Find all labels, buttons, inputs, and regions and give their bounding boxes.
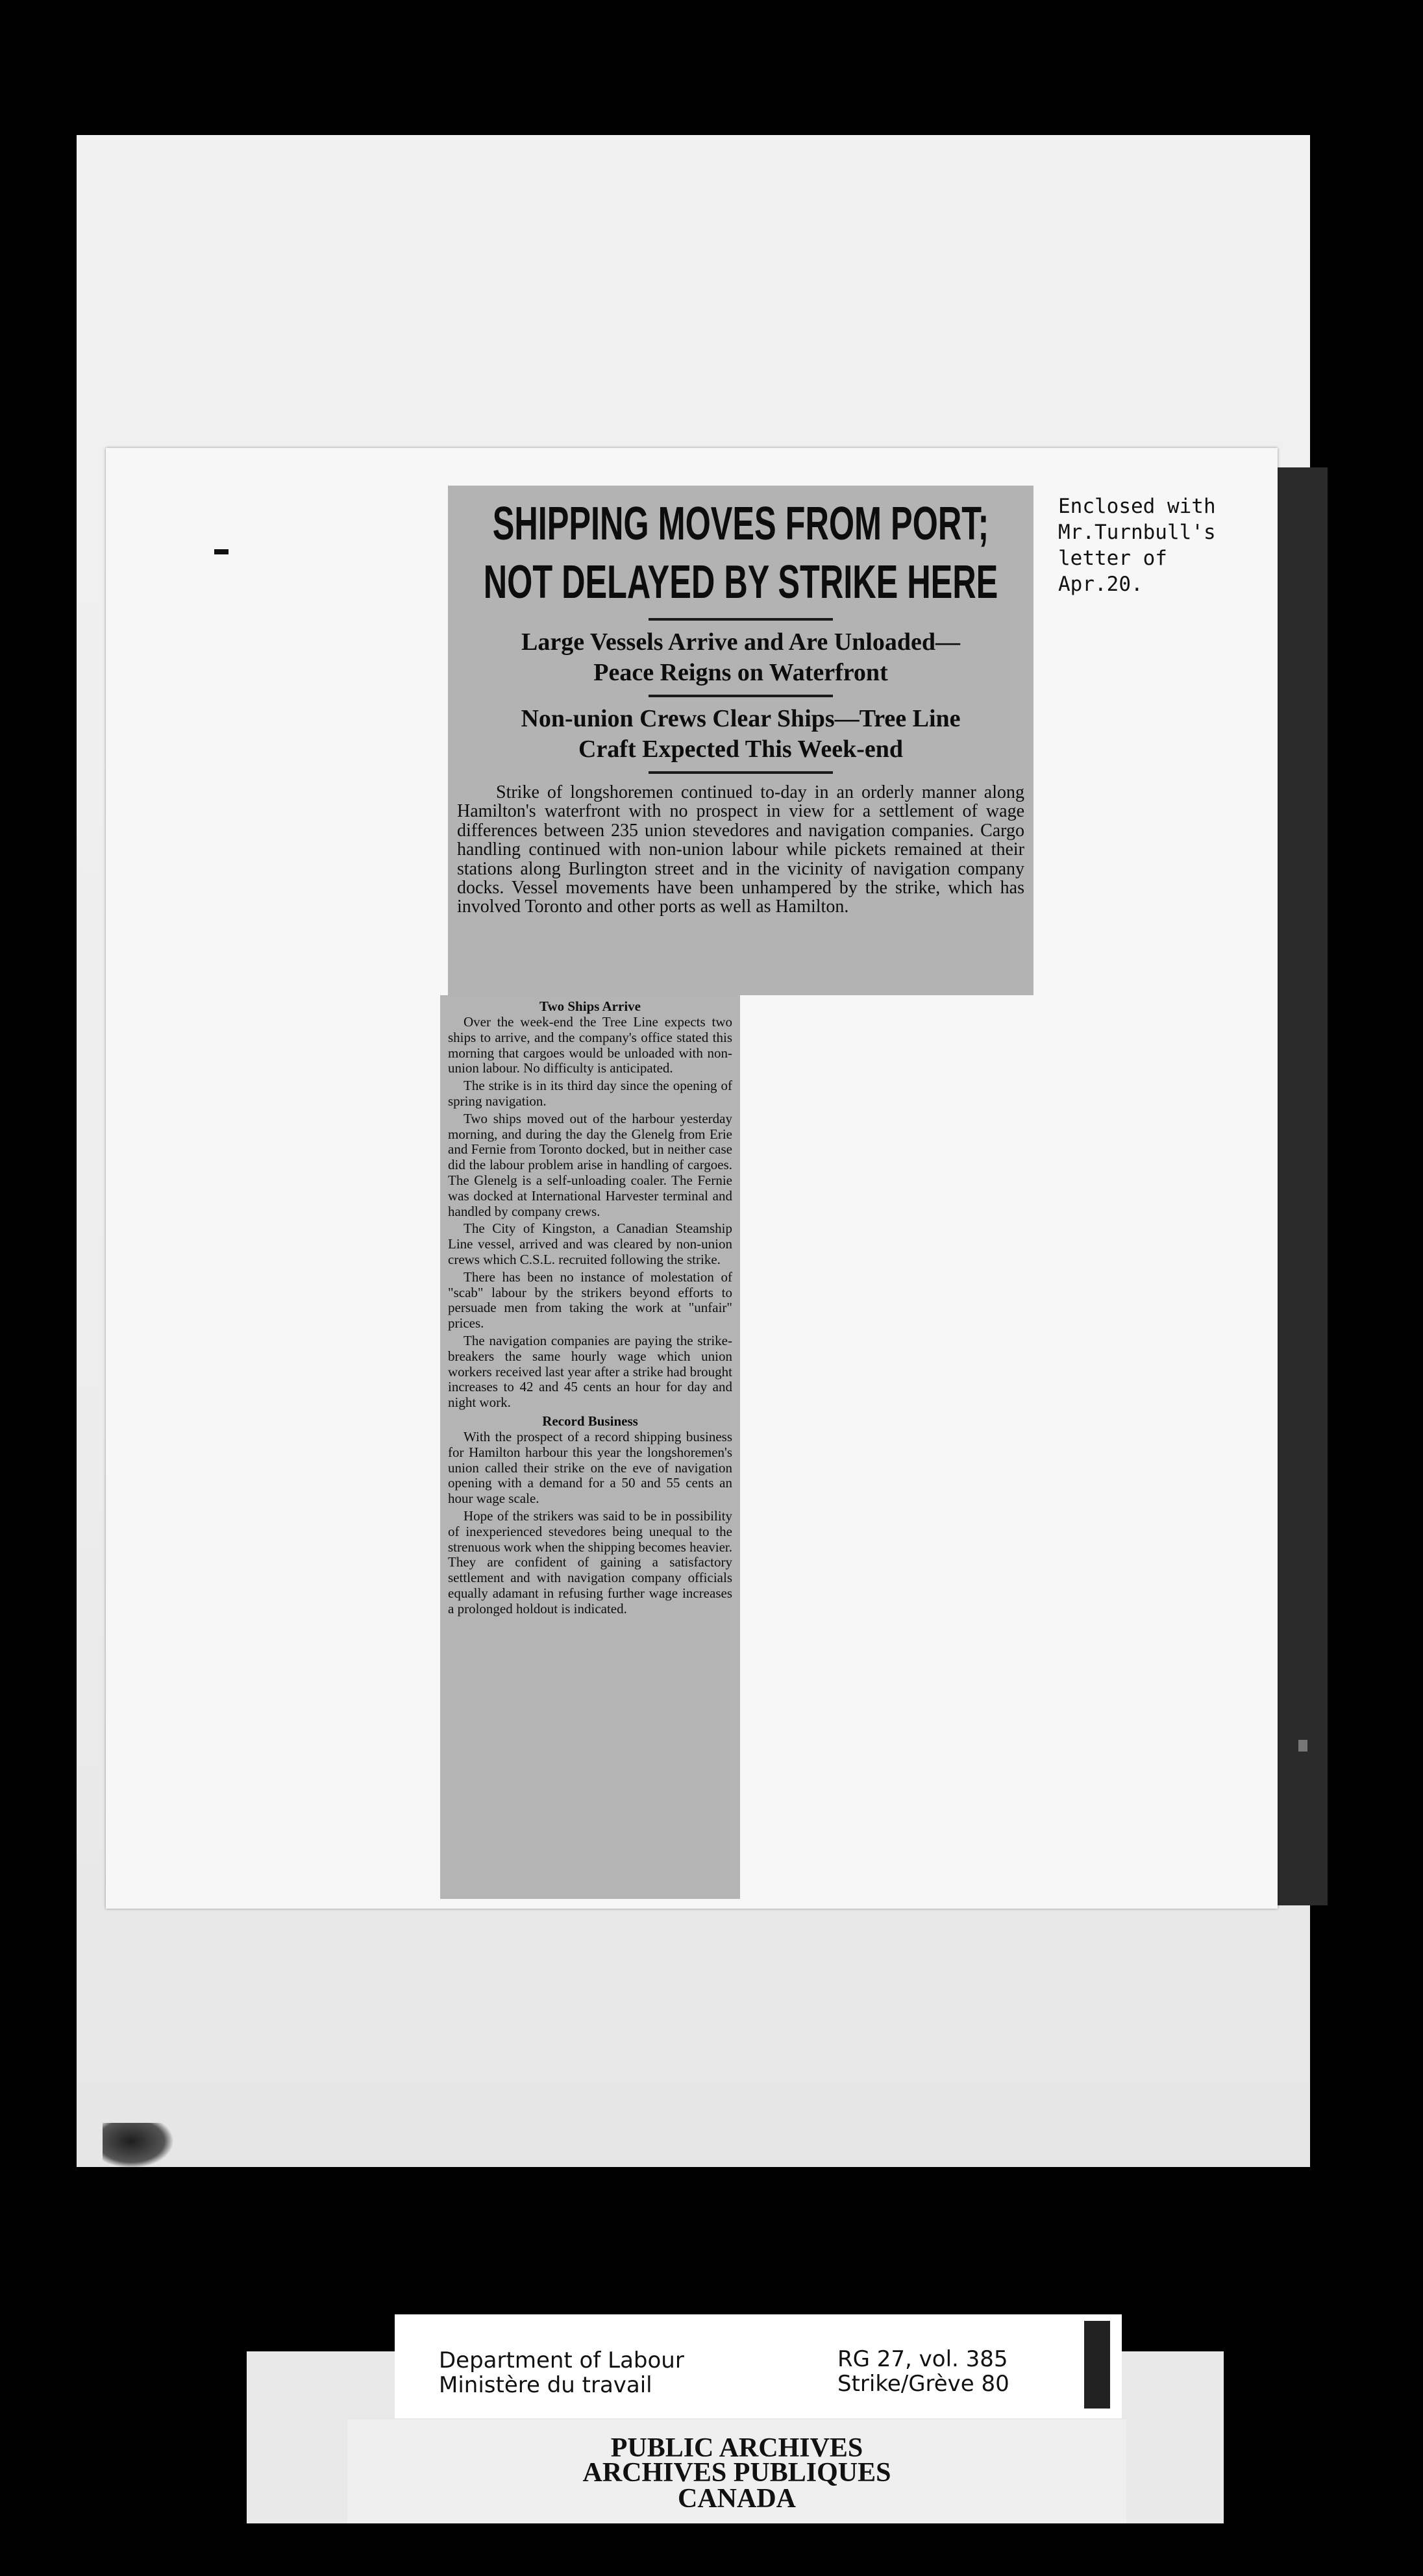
subhead: Record Business <box>542 1413 638 1429</box>
divider-rule <box>649 695 833 697</box>
note-line: Apr.20. <box>1058 573 1143 596</box>
note-line: Mr.Turnbull's <box>1058 521 1216 544</box>
page-corner-curl <box>103 2123 174 2168</box>
archive-stamp-line: CANADA <box>678 2484 796 2514</box>
lead-paragraph: Strike of longshoremen continued to-day in an orderly manner along Hamilton's waterfront with no prospect in view for a settlement of wage differences between 235 union stevedores and navigation companies. Cargo handling continued with non-union labour while pickets remained at their stations along Burlington street and in the vicinity of navigation company docks. Vessel movements have been unhampered by the strike, which has involved Toronto and other ports as well as Hamilton. <box>457 782 1024 917</box>
article-paragraph: The City of Kingston, a Canadian Steamship Line vessel, arrived and was cleared by non-union crews which C.S.L. recruited following the strike. <box>448 1220 732 1267</box>
deck-line: Peace Reigns on Waterfront <box>593 659 888 686</box>
department-en: Department of Labour <box>439 2347 684 2373</box>
article-paragraph: The strike is in its third day since the opening of spring navigation. <box>448 1078 732 1109</box>
article-paragraph: Hope of the strikers was said to be in possibility of inexperienced stevedores being unequal to the strenuous work when the shipping becomes heavier. They are confident of gaining a satisfactory settlement and with navigation company officials equally adamant in refusing further wage increases a prolonged holdout is indicated. <box>448 1507 732 1616</box>
clipping-column <box>440 995 740 1899</box>
article-paragraph: There has been no instance of molestation of "scab" labour by the strikers beyond efforts to persuade men from taking the work at "unfair" prices. <box>448 1269 732 1331</box>
archive-stamp-line: PUBLIC ARCHIVES <box>610 2433 863 2463</box>
department-fr: Ministère du travail <box>439 2372 652 2398</box>
article-paragraph: With the prospect of a record shipping business for Hamilton harbour this year the longshoremen's union called their strike on the eve of navigation opening with a demand for a 50 and 55 cents an hour wage scale. <box>448 1428 732 1507</box>
subhead: Two Ships Arrive <box>539 998 641 1014</box>
note-line: Enclosed with <box>1058 495 1216 518</box>
deck-line: Non-union Crews Clear Ships—Tree Line <box>521 705 961 732</box>
article-paragraph: Over the week-end the Tree Line expects two ships to arrive, and the company's office stated this morning that cargoes would be unloaded with non-union labour. No difficulty is anticipated. <box>448 1014 732 1076</box>
pencil-mark <box>1298 1740 1307 1752</box>
deck-line: Craft Expected This Week-end <box>578 736 903 763</box>
pencil-mark <box>214 549 229 554</box>
record-group-ref: RG 27, vol. 385 <box>837 2346 1008 2372</box>
note-line: letter of <box>1058 547 1167 570</box>
headline-line: SHIPPING MOVES FROM PORT; <box>492 498 989 550</box>
deck-line: Large Vessels Arrive and Are Unloaded— <box>521 628 960 656</box>
label-edge-shadow <box>1084 2321 1110 2409</box>
file-ref: Strike/Grève 80 <box>837 2371 1009 2397</box>
archive-stamp-inner <box>347 2420 1126 2523</box>
archive-reference-label <box>395 2314 1122 2418</box>
divider-rule <box>649 618 833 621</box>
archive-stamp-line: ARCHIVES PUBLIQUES <box>582 2458 891 2488</box>
clipping-heading-block <box>448 486 1033 995</box>
sheet-shadow-strip <box>1269 467 1328 1905</box>
typed-note <box>1058 493 1216 597</box>
article-paragraph: Two ships moved out of the harbour yesterday morning, and during the day the Glenelg from Erie and Fernie from Toronto docked, but in neither case did the labour problem arise in handling of cargoes. The Glenelg is a self-unloading coaler. The Fernie was docked at International Harvester terminal and handled by company crews. <box>448 1110 732 1219</box>
divider-rule <box>649 771 833 774</box>
headline-line: NOT DELAYED BY STRIKE HERE <box>483 556 998 608</box>
article-paragraph: The navigation companies are paying the strike-breakers the same hourly wage which union workers received last year after a strike had brought increases to 42 and 45 cents an hour for day and night work. <box>448 1332 732 1411</box>
